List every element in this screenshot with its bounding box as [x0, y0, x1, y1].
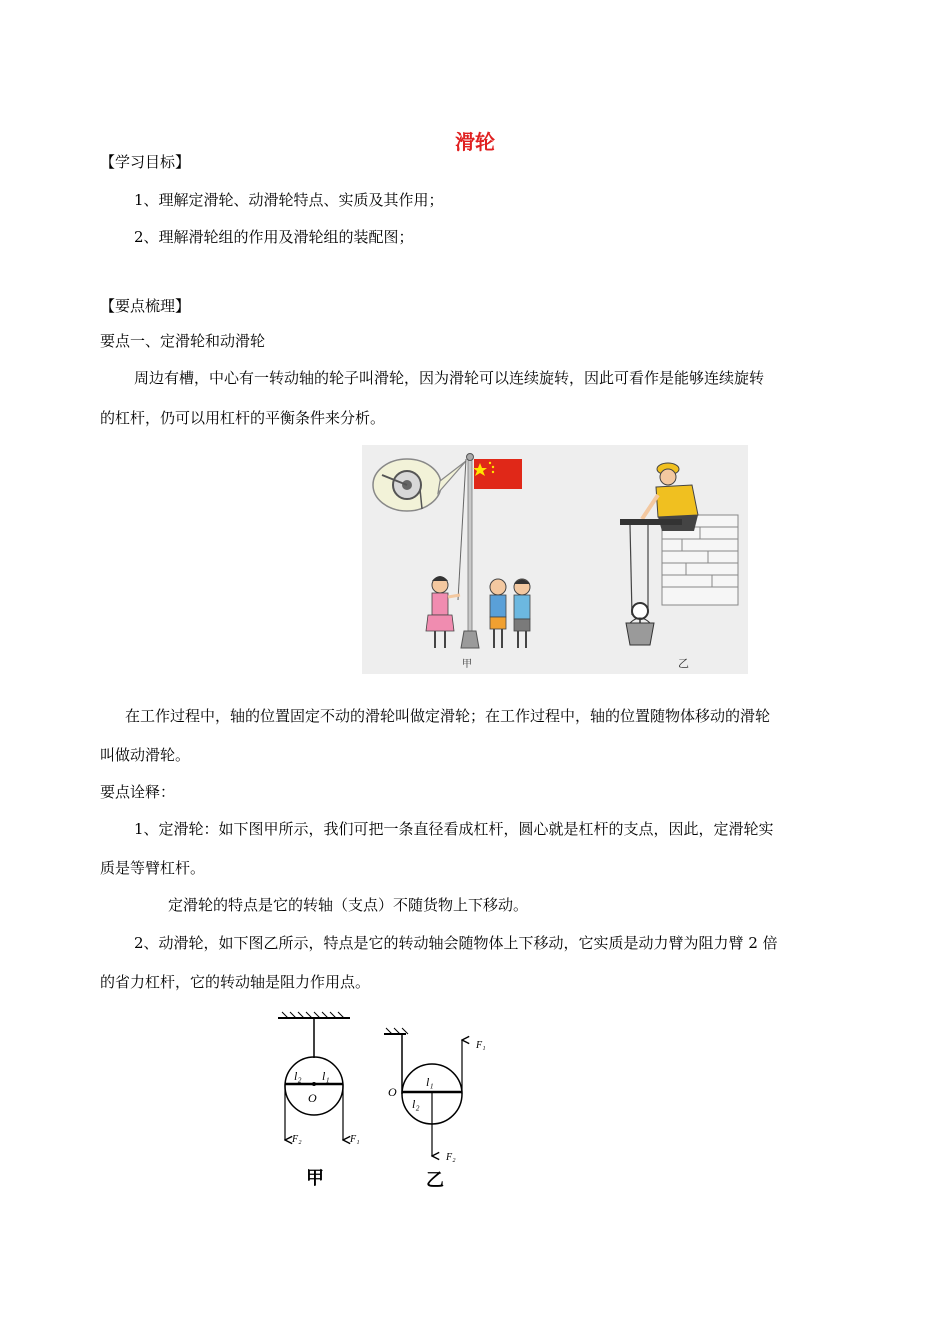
diagram-b-l2: l₂	[412, 1097, 420, 1111]
explain-2-line-1: 2、动滑轮，如下图乙所示，特点是它的转动轴会随物体上下移动，它实质是动力臂为阻力臂 2 倍	[134, 934, 778, 952]
diagram-b-f1: F₁	[476, 1040, 486, 1051]
figure1-label-b: 乙	[678, 658, 689, 670]
paragraph-2-line-1: 在工作过程中，轴的位置固定不动的滑轮叫做定滑轮；在工作过程中，轴的位置随物体移动的滑轮	[125, 707, 771, 725]
goal-item-2: 2、理解滑轮组的作用及滑轮组的装配图；	[134, 228, 414, 246]
diagram-b-o: O	[388, 1085, 397, 1099]
explain-2-line-2: 的省力杠杆，它的转动轴是阻力作用点。	[100, 973, 371, 991]
paragraph-2-line-2: 叫做动滑轮。	[100, 746, 191, 764]
points-heading: 【要点梳理】	[100, 297, 191, 315]
paragraph-1-line-1: 周边有槽，中心有一转动轴的轮子叫滑轮，因为滑轮可以连续旋转，因此可看作是能够连续旋转	[134, 369, 765, 387]
paragraph-1-line-2: 的杠杆，仍可以用杠杆的平衡条件来分析。	[100, 409, 386, 427]
goals-heading: 【学习目标】	[100, 153, 191, 171]
explain-1-line-2: 质是等臂杠杆。	[100, 859, 206, 877]
diagram-a-o: O	[308, 1091, 317, 1105]
pulley-illustration	[362, 445, 748, 674]
diagram-a-l2: l₂	[294, 1069, 302, 1083]
explain-1-line-1: 1、定滑轮：如下图甲所示，我们可把一条直径看成杠杆，圆心就是杠杆的支点，因此，定滑轮实	[134, 820, 774, 838]
goal-item-1: 1、理解定滑轮、动滑轮特点、实质及其作用；	[134, 191, 444, 209]
diagram-a-label: 甲	[306, 1168, 324, 1188]
diagram-a-f1: F₁	[350, 1134, 360, 1145]
pulley-lever-diagram	[270, 1010, 490, 1190]
figure1-label-a: 甲	[462, 659, 472, 670]
page-title: 滑轮	[455, 130, 495, 154]
explain-heading: 要点诠释：	[100, 783, 176, 801]
diagram-a-f2: F₂	[292, 1134, 302, 1145]
section1-heading: 要点一、定滑轮和动滑轮	[100, 332, 266, 350]
diagram-b-label: 乙	[426, 1170, 444, 1190]
explain-1-line-3: 定滑轮的特点是它的转轴（支点）不随货物上下移动。	[168, 896, 529, 914]
diagram-b-f2: F₂	[446, 1152, 456, 1163]
diagram-b-l1: l₁	[426, 1075, 434, 1089]
diagram-a-l1: l₁	[322, 1069, 330, 1083]
